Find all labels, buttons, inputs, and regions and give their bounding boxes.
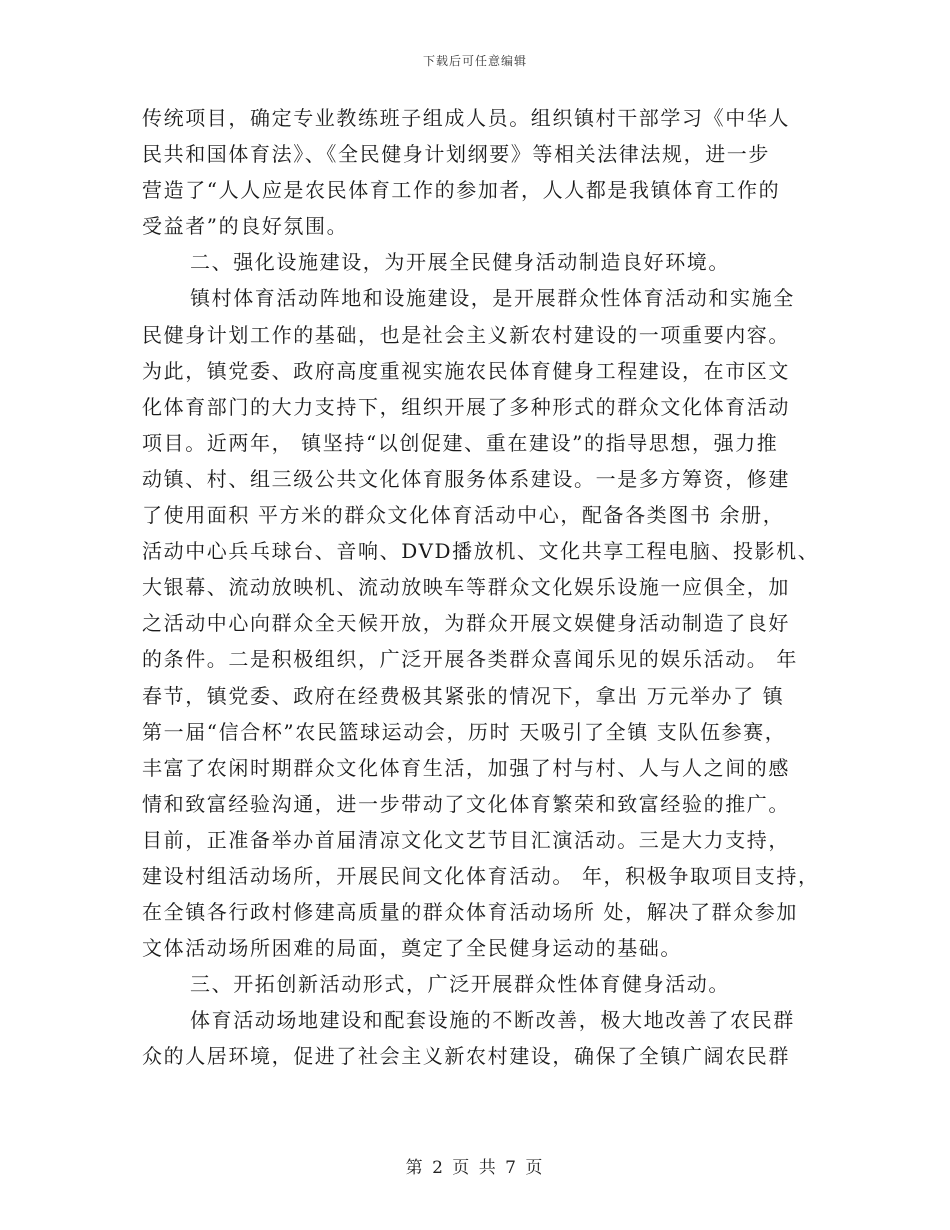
document-body — [142, 100, 822, 1075]
text-line: 民健身计划工作的基础，也是社会主义新农村建设的一项重要内容。 — [142, 322, 790, 347]
text-line: 建设村组活动场所，开展民间文化体育活动。 年，积极争取项目支持， — [142, 863, 820, 888]
text-line: 活动中心兵乓球台、音响、DVD播放机、文化共享工程电脑、投影机、 — [142, 539, 820, 564]
text-line: 项目。近两年， 镇坚持“以创促建、重在建设”的指导思想，强力推 — [142, 430, 779, 455]
text-line: 传统项目，确定专业教练班子组成人员。组织镇村干部学习《中华人 — [142, 106, 790, 130]
text-line: 之活动中心向群众全天候开放，为群众开展文娱健身活动制造了良好 — [142, 611, 790, 636]
text-line: 三、开拓创新活动形式，广泛开展群众性体育健身活动。 — [190, 972, 730, 997]
text-line: 体育活动场地建设和配套设施的不断改善，极大地改善了农民群 — [190, 1008, 795, 1033]
text-line: 营造了“人人应是农民体育工作的参加者，人人都是我镇体育工作的 — [142, 178, 781, 203]
text-line: 情和致富经验沟通，进一步带动了文化体育繁荣和致富经验的推广。 — [142, 791, 790, 816]
text-line: 二、强化设施建设，为开展全民健身活动制造良好环境。 — [190, 250, 730, 275]
text-line: 目前，正准备举办首届清凉文化文艺节目汇演活动。三是大力支持， — [142, 827, 790, 852]
text-line: 镇村体育活动阵地和设施建设，是开展群众性体育活动和实施全 — [190, 286, 795, 311]
text-line: 丰富了农闲时期群众文化体育生活，加强了村与村、人与人之间的感 — [142, 755, 790, 780]
text-line: 众的人居环境，促进了社会主义新农村建设，确保了全镇广阔农民群 — [142, 1044, 790, 1069]
text-line: 大银幕、流动放映机、流动放映车等群众文化娱乐设施一应俱全，加 — [142, 575, 790, 600]
text-line: 动镇、村、组三级公共文化体育服务体系建设。一是多方筹资，修建 — [142, 466, 790, 491]
text-line: 在全镇各行政村修建高质量的群众体育活动场所 处，解决了群众参加 — [142, 900, 798, 925]
page-header: 下载后可任意编辑 — [422, 54, 527, 68]
text-line: 春节，镇党委、政府在经费极其紧张的情况下，拿出 万元举办了 镇 — [142, 683, 785, 708]
text-line: 文体活动场所困难的局面，奠定了全民健身运动的基础。 — [142, 936, 682, 961]
text-line: 为此，镇党委、政府高度重视实施农民体育健身工程建设，在市区文 — [142, 358, 790, 383]
text-line: 化体育部门的大力支持下，组织开展了多种形式的群众文化体育活动 — [142, 394, 790, 419]
text-line: 受益者”的良好氛围。 — [142, 214, 349, 239]
page-footer: 第 2 页 共 7 页 — [405, 1158, 545, 1178]
text-line: 民共和国体育法》、《全民健身计划纲要》等相关法律法规，进一步 — [142, 142, 770, 167]
text-line: 的条件。二是积极组织，广泛开展各类群众喜闻乐见的娱乐活动。 年 — [142, 647, 798, 672]
text-line: 第一届“信合杯”农民篮球运动会，历时 天吸引了全镇 支队伍参赛， — [142, 719, 787, 744]
text-line: 了使用面积 平方米的群众文化体育活动中心，配备各类图书 余册， — [142, 503, 785, 528]
